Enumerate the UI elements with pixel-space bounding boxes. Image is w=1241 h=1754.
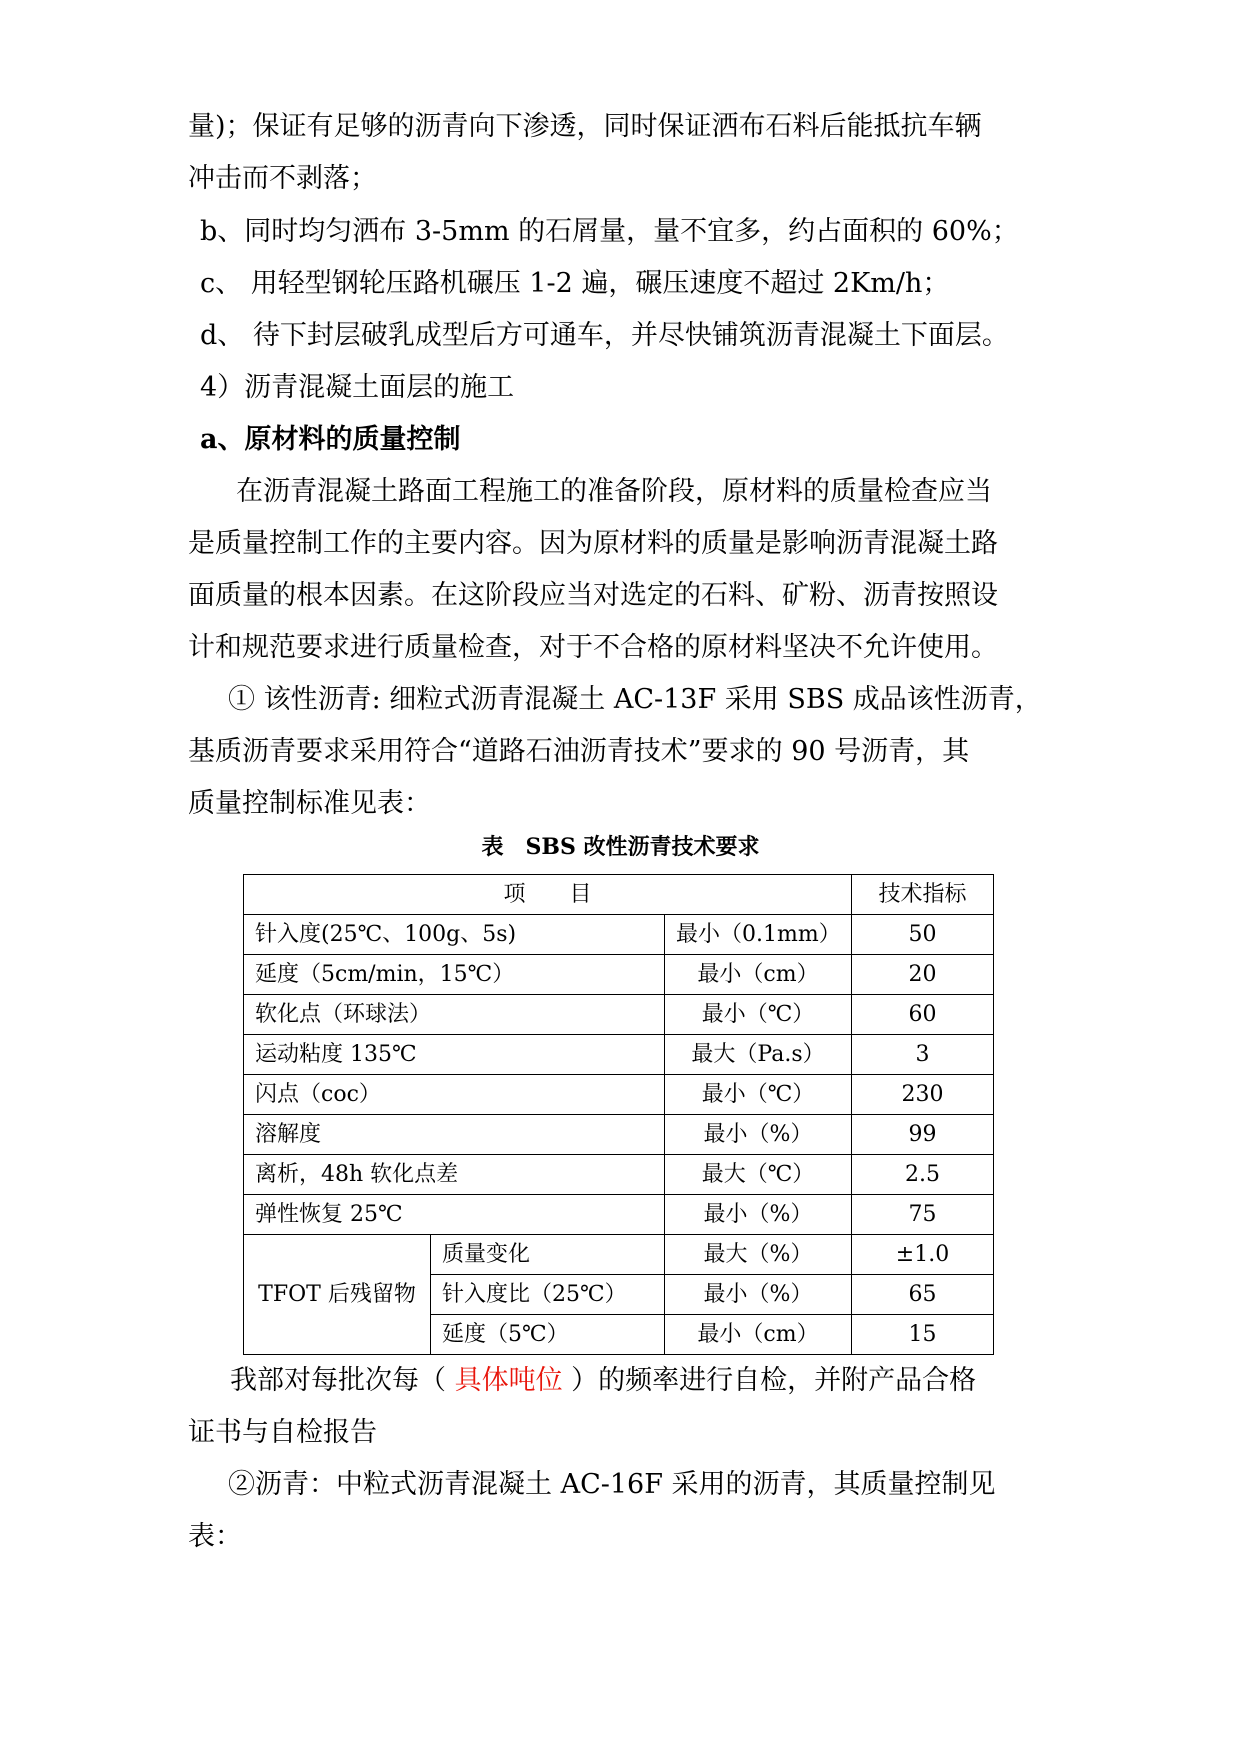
header-item: 项 目: [244, 875, 852, 915]
paragraph-line: 基质沥青要求采用符合“道路石油沥青技术”要求的 90 号沥青，其: [188, 736, 970, 767]
table-row: [244, 1075, 994, 1115]
row-value: 99: [852, 1115, 994, 1155]
row-value: 3: [852, 1035, 994, 1075]
row-unit: 最小（cm）: [665, 1315, 852, 1355]
paragraph-line: 表：: [188, 1521, 242, 1552]
paragraph-line: ②沥青：中粒式沥青混凝土 AC-16F 采用的沥青，其质量控制见: [228, 1469, 996, 1500]
table-row: [244, 1195, 994, 1235]
paragraph-line: [230, 1367, 976, 1394]
table-row: [244, 955, 994, 995]
paragraph-line: 面质量的根本因素。在这阶段应当对选定的石料、矿粉、沥青按照设: [188, 580, 998, 611]
row-value: 230: [852, 1075, 994, 1115]
paragraph-line: 冲击而不剥落；: [188, 163, 377, 194]
row-value: 50: [852, 915, 994, 955]
tfot-label: TFOT 后残留物: [244, 1235, 431, 1355]
paragraph-line: ① 该性沥青: 细粒式沥青混凝土 AC-13F 采用 SBS 成品该性沥青，: [228, 684, 1042, 715]
row-value: 20: [852, 955, 994, 995]
row-value: ±1.0: [852, 1235, 994, 1275]
row-item: 延度（5℃）: [431, 1315, 665, 1355]
row-item: 运动粘度 135℃: [244, 1035, 665, 1075]
list-item-c: c、 用轻型钢轮压路机碾压 1-2 遍，碾压速度不超过 2Km/h；: [200, 268, 950, 299]
table-caption: 表 SBS 改性沥青技术要求: [481, 834, 760, 860]
row-unit: 最小（0.1mm）: [665, 915, 852, 955]
row-unit: 最小（cm）: [665, 955, 852, 995]
row-item: 闪点（coc）: [244, 1075, 665, 1115]
row-value: 75: [852, 1195, 994, 1235]
row-item: 弹性恢复 25℃: [244, 1195, 665, 1235]
paragraph-line: 质量控制标准见表：: [188, 788, 431, 819]
table-row: [244, 1155, 994, 1195]
row-value: 15: [852, 1315, 994, 1355]
row-item: 软化点（环球法）: [244, 995, 665, 1035]
header-spec: 技术指标: [852, 875, 994, 915]
paragraph-line: 量)；保证有足够的沥青向下渗透，同时保证洒布石料后能抵抗车辆: [188, 111, 982, 142]
list-item-d: d、 待下封层破乳成型后方可通车，并尽快铺筑沥青混凝土下面层。: [200, 320, 1009, 351]
spec-table: [243, 874, 994, 1355]
row-unit: 最大（%）: [665, 1235, 852, 1275]
row-unit: 最大（Pa.s）: [665, 1035, 852, 1075]
paragraph-line: 在沥青混凝土路面工程施工的准备阶段，原材料的质量检查应当: [236, 476, 992, 507]
row-item: 针入度比（25℃）: [431, 1275, 665, 1315]
row-item: 质量变化: [431, 1235, 665, 1275]
row-value: 2.5: [852, 1155, 994, 1195]
paragraph-text: ）的频率进行自检，并附产品合格: [562, 1365, 977, 1396]
table-row: [244, 1115, 994, 1155]
section-heading-4: 4）沥青混凝土面层的施工: [200, 372, 515, 403]
paragraph-line: 计和规范要求进行质量检查，对于不合格的原材料坚决不允许使用。: [188, 632, 998, 663]
placeholder-tonnage: 具体吨位: [454, 1365, 563, 1396]
row-unit: 最小（℃）: [665, 995, 852, 1035]
row-unit: 最小（%）: [665, 1275, 852, 1315]
table-row: [244, 915, 994, 955]
table-row: [244, 995, 994, 1035]
subsection-heading-a: a、原材料的质量控制: [200, 424, 461, 455]
paragraph-text: 我部对每批次每（: [230, 1365, 455, 1396]
row-value: 65: [852, 1275, 994, 1315]
paragraph-line: 证书与自检报告: [188, 1417, 377, 1448]
row-item: 溶解度: [244, 1115, 665, 1155]
row-unit: 最小（℃）: [665, 1075, 852, 1115]
row-item: 延度（5cm/min，15℃）: [244, 955, 665, 995]
list-item-b: b、同时均匀洒布 3-5mm 的石屑量，量不宜多，约占面积的 60%；: [200, 216, 1019, 247]
table-row: [244, 1235, 994, 1275]
row-value: 60: [852, 995, 994, 1035]
table-row: [244, 1035, 994, 1075]
row-item: 离析，48h 软化点差: [244, 1155, 665, 1195]
row-unit: 最小（%）: [665, 1195, 852, 1235]
row-unit: 最大（℃）: [665, 1155, 852, 1195]
row-unit: 最小（%）: [665, 1115, 852, 1155]
table-header-row: [244, 875, 994, 915]
paragraph-line: 是质量控制工作的主要内容。因为原材料的质量是影响沥青混凝土路: [188, 528, 998, 559]
row-item: 针入度(25℃、100g、5s): [244, 915, 665, 955]
